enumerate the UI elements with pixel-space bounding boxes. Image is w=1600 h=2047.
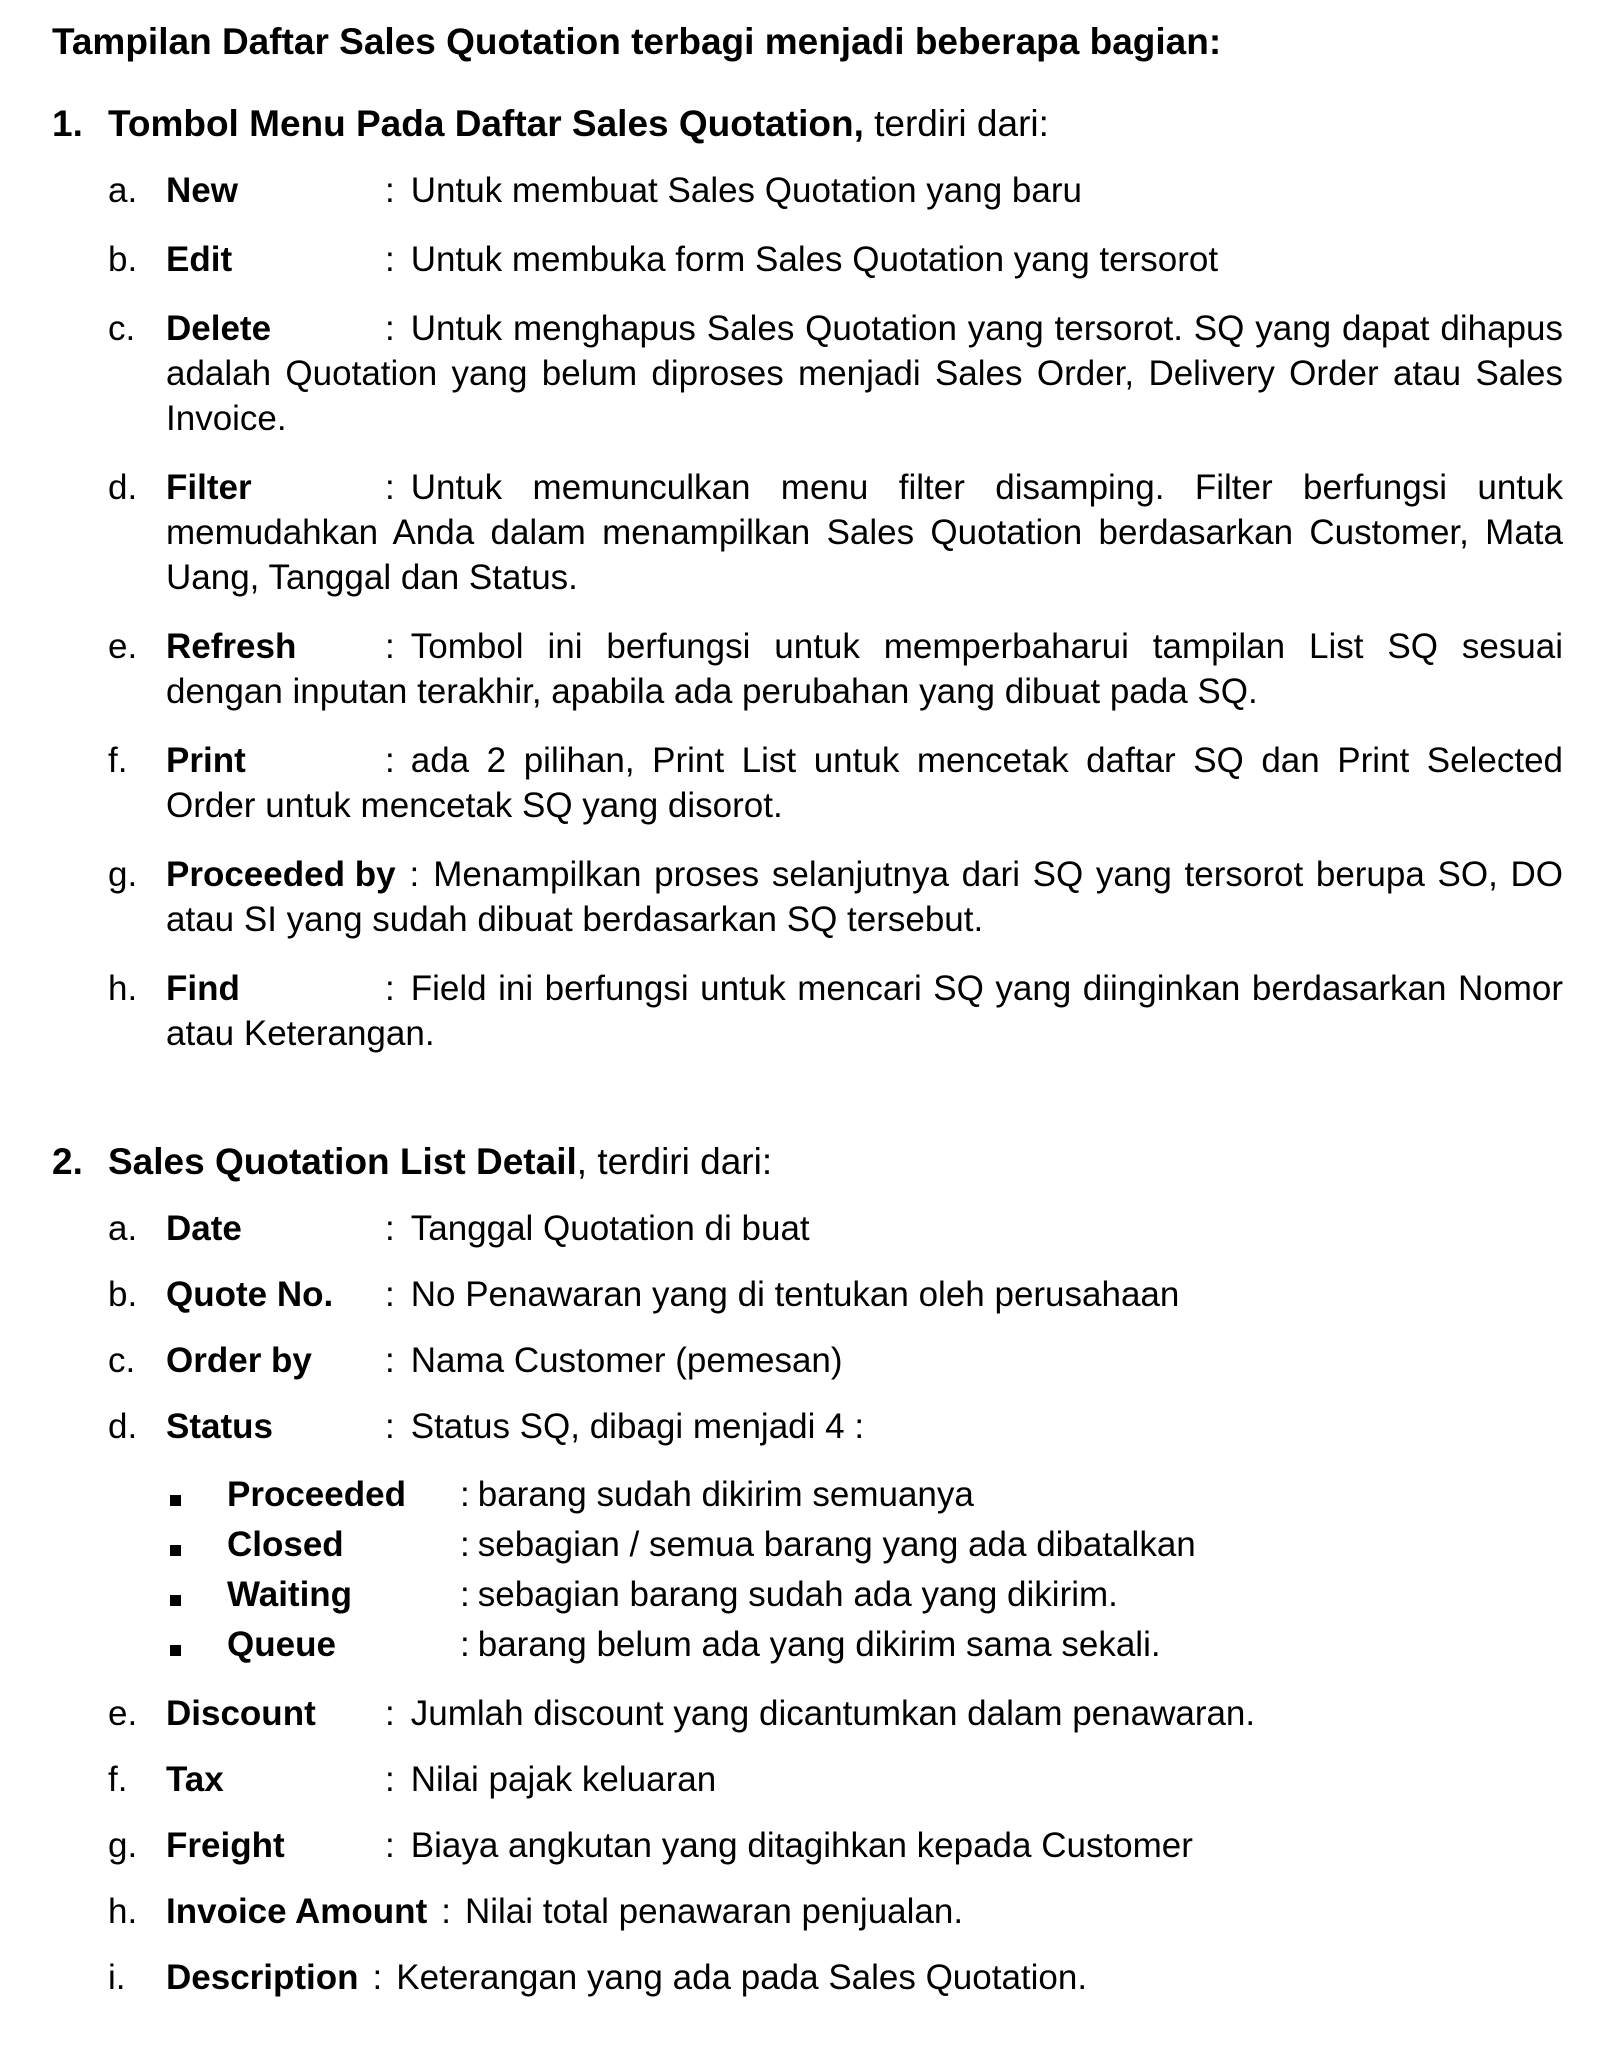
item-colon: : — [385, 1694, 395, 1733]
list-item-discount — [108, 1691, 1563, 1736]
item-letter: f. — [108, 741, 128, 780]
item-desc: Biaya angkutan yang ditagihkan kepada Customer — [410, 1826, 1193, 1865]
item-desc: ada 2 pilihan, Print List untuk mencetak daftar SQ dan Print Selected Order untuk mencetak SQ yang disorot. — [166, 741, 1563, 825]
section-1-heading-bold: Tombol Menu Pada Daftar Sales Quotation, — [108, 103, 875, 144]
item-letter: c. — [108, 1341, 136, 1380]
substate-body — [227, 1520, 1563, 1570]
section-1-number: 1. — [52, 103, 83, 144]
item-desc: Nilai total penawaran penjualan. — [464, 1892, 964, 1931]
substate-waiting — [170, 1570, 1563, 1620]
substate-body — [227, 1570, 1563, 1620]
section-2-list — [52, 1206, 1563, 2000]
item-label: Invoice Amount — [166, 1892, 428, 1931]
item-body — [166, 738, 1563, 828]
item-letter: e. — [108, 627, 138, 666]
item-body — [166, 624, 1563, 714]
section-2-number: 2. — [52, 1141, 83, 1182]
item-colon: : — [385, 1826, 395, 1865]
item-desc: Nama Customer (pemesan) — [410, 1341, 843, 1380]
item-body — [166, 1206, 1563, 1251]
item-letter: b. — [108, 240, 138, 279]
item-desc: Untuk membuat Sales Quotation yang baru — [410, 171, 1082, 210]
item-body — [166, 1955, 1563, 2000]
item-label: Date — [166, 1209, 242, 1248]
substate-proceeded — [170, 1470, 1563, 1520]
item-letter: d. — [108, 1407, 138, 1446]
item-letter: h. — [108, 969, 138, 1008]
substate-body — [227, 1470, 1563, 1520]
item-colon: : — [409, 855, 420, 894]
item-letter: h. — [108, 1892, 138, 1931]
list-item-quote-no — [108, 1272, 1563, 1317]
substate-desc: sebagian / semua barang yang ada dibatalkan — [477, 1525, 1196, 1564]
item-body — [166, 1757, 1563, 1802]
item-letter: a. — [108, 1209, 138, 1248]
item-label: Delete — [166, 309, 272, 348]
item-letter: g. — [108, 1826, 138, 1865]
item-label: Filter — [166, 468, 252, 507]
list-item-new — [108, 168, 1563, 213]
item-desc: Jumlah discount yang dicantumkan dalam penawaran. — [410, 1694, 1256, 1733]
bullet-col — [170, 1620, 227, 1670]
item-desc: Nilai pajak keluaran — [410, 1760, 717, 1799]
item-label: Proceeded by — [166, 855, 396, 894]
section-1-heading — [52, 98, 1563, 150]
substate-body — [227, 1620, 1563, 1670]
item-body — [166, 1272, 1563, 1317]
bullet-col — [170, 1520, 227, 1570]
item-body — [166, 1338, 1563, 1383]
item-desc: Untuk membuka form Sales Quotation yang tersorot — [410, 240, 1219, 279]
substate-desc: barang sudah dikirim semuanya — [477, 1475, 974, 1514]
list-item-invoice-amount — [108, 1889, 1563, 1934]
item-colon: : — [385, 1341, 395, 1380]
substate-label: Closed — [227, 1525, 344, 1564]
status-substates-list — [170, 1470, 1563, 1670]
item-letter: c. — [108, 309, 136, 348]
item-colon: : — [385, 171, 395, 210]
list-item-edit — [108, 237, 1563, 282]
item-colon: : — [385, 1760, 395, 1799]
substate-colon: : — [460, 1475, 470, 1514]
item-colon: : — [372, 1958, 383, 1997]
item-body — [166, 1404, 1563, 1449]
substate-closed — [170, 1520, 1563, 1570]
item-label: Freight — [166, 1826, 285, 1865]
item-desc: Field ini berfungsi untuk mencari SQ yang diinginkan berdasarkan Nomor atau Keterangan. — [166, 969, 1563, 1053]
item-label: Print — [166, 741, 246, 780]
item-label: Tax — [166, 1760, 224, 1799]
item-label: Order by — [166, 1341, 312, 1380]
substate-queue — [170, 1620, 1563, 1670]
item-colon: : — [385, 1407, 395, 1446]
list-item-refresh — [108, 624, 1563, 714]
square-bullet-icon — [170, 1645, 181, 1656]
item-desc: Menampilkan proses selanjutnya dari SQ yang tersorot berupa SO, DO atau SI yang sudah dibuat berdasarkan SQ tersebut. — [166, 855, 1563, 939]
list-item-find — [108, 966, 1563, 1056]
list-item-print — [108, 738, 1563, 828]
substate-colon: : — [460, 1575, 470, 1614]
item-colon: : — [385, 969, 395, 1008]
item-colon: : — [385, 1275, 395, 1314]
substate-desc: barang belum ada yang dikirim sama sekali. — [477, 1625, 1161, 1664]
item-desc: Untuk memunculkan menu filter disamping. Filter berfungsi untuk memudahkan Anda dalam menampilkan Sales Quotation berdasarkan Customer, Mata Uang, Tanggal dan Status. — [166, 468, 1563, 597]
section-1-list — [52, 168, 1563, 1056]
item-colon: : — [441, 1892, 451, 1931]
item-body — [166, 1889, 1563, 1934]
list-item-proceeded-by — [108, 852, 1563, 942]
item-desc: Tombol ini berfungsi untuk memperbaharui tampilan List SQ sesuai dengan inputan terakhir, apabila ada perubahan yang dibuat pada SQ. — [166, 627, 1563, 711]
substate-label: Queue — [227, 1625, 336, 1664]
item-desc: No Penawaran yang di tentukan oleh perusahaan — [410, 1275, 1180, 1314]
item-body — [166, 168, 1563, 213]
square-bullet-icon — [170, 1495, 181, 1506]
item-label: Refresh — [166, 627, 297, 666]
list-item-date — [108, 1206, 1563, 1251]
item-body — [166, 966, 1563, 1056]
item-body — [166, 237, 1563, 282]
substate-colon: : — [460, 1525, 470, 1564]
item-desc: Keterangan yang ada pada Sales Quotation. — [396, 1958, 1088, 1997]
item-colon: : — [385, 309, 395, 348]
substate-label: Waiting — [227, 1575, 353, 1614]
item-body — [166, 1823, 1563, 1868]
item-colon: : — [385, 741, 395, 780]
item-label: New — [166, 171, 238, 210]
section-2-heading — [52, 1136, 1563, 1188]
item-letter: a. — [108, 171, 138, 210]
item-letter: f. — [108, 1760, 128, 1799]
substate-desc: sebagian barang sudah ada yang dikirim. — [477, 1575, 1118, 1614]
item-letter: b. — [108, 1275, 138, 1314]
item-body — [166, 1691, 1563, 1736]
item-label: Description — [166, 1958, 359, 1997]
square-bullet-icon — [170, 1545, 181, 1556]
item-desc: Untuk menghapus Sales Quotation yang tersorot. SQ yang dapat dihapus adalah Quotation yang belum diproses menjadi Sales Order, Delivery Order atau Sales Invoice. — [166, 309, 1563, 438]
item-colon: : — [385, 240, 395, 279]
section-1-heading-rest: terdiri dari: — [874, 103, 1049, 144]
item-body — [166, 465, 1563, 600]
item-desc: Tanggal Quotation di buat — [410, 1209, 810, 1248]
item-label: Quote No. — [166, 1275, 334, 1314]
page-title: Tampilan Daftar Sales Quotation terbagi menjadi beberapa bagian: — [52, 21, 1222, 62]
item-label: Discount — [166, 1694, 316, 1733]
list-item-delete — [108, 306, 1563, 441]
bullet-col — [170, 1470, 227, 1520]
item-colon: : — [385, 468, 395, 507]
substate-colon: : — [460, 1625, 470, 1664]
list-item-order-by — [108, 1338, 1563, 1383]
list-item-freight — [108, 1823, 1563, 1868]
list-item-status — [108, 1404, 1563, 1449]
section-2-heading-bold: Sales Quotation List Detail — [108, 1141, 577, 1182]
item-colon: : — [385, 627, 395, 666]
item-letter: d. — [108, 468, 138, 507]
section-2-heading-rest: , terdiri dari: — [576, 1141, 773, 1182]
item-body — [166, 852, 1563, 942]
item-label: Find — [166, 969, 240, 1008]
item-label: Edit — [166, 240, 233, 279]
list-item-filter — [108, 465, 1563, 600]
item-body — [166, 306, 1563, 441]
item-label: Status — [166, 1407, 273, 1446]
square-bullet-icon — [170, 1595, 181, 1606]
item-desc: Status SQ, dibagi menjadi 4 : — [410, 1407, 865, 1446]
item-letter: g. — [108, 855, 138, 894]
bullet-col — [170, 1570, 227, 1620]
item-letter: e. — [108, 1694, 138, 1733]
item-letter: i. — [108, 1958, 126, 1997]
list-item-description — [108, 1955, 1563, 2000]
item-colon: : — [385, 1209, 395, 1248]
list-item-tax — [108, 1757, 1563, 1802]
substate-label: Proceeded — [227, 1475, 406, 1514]
